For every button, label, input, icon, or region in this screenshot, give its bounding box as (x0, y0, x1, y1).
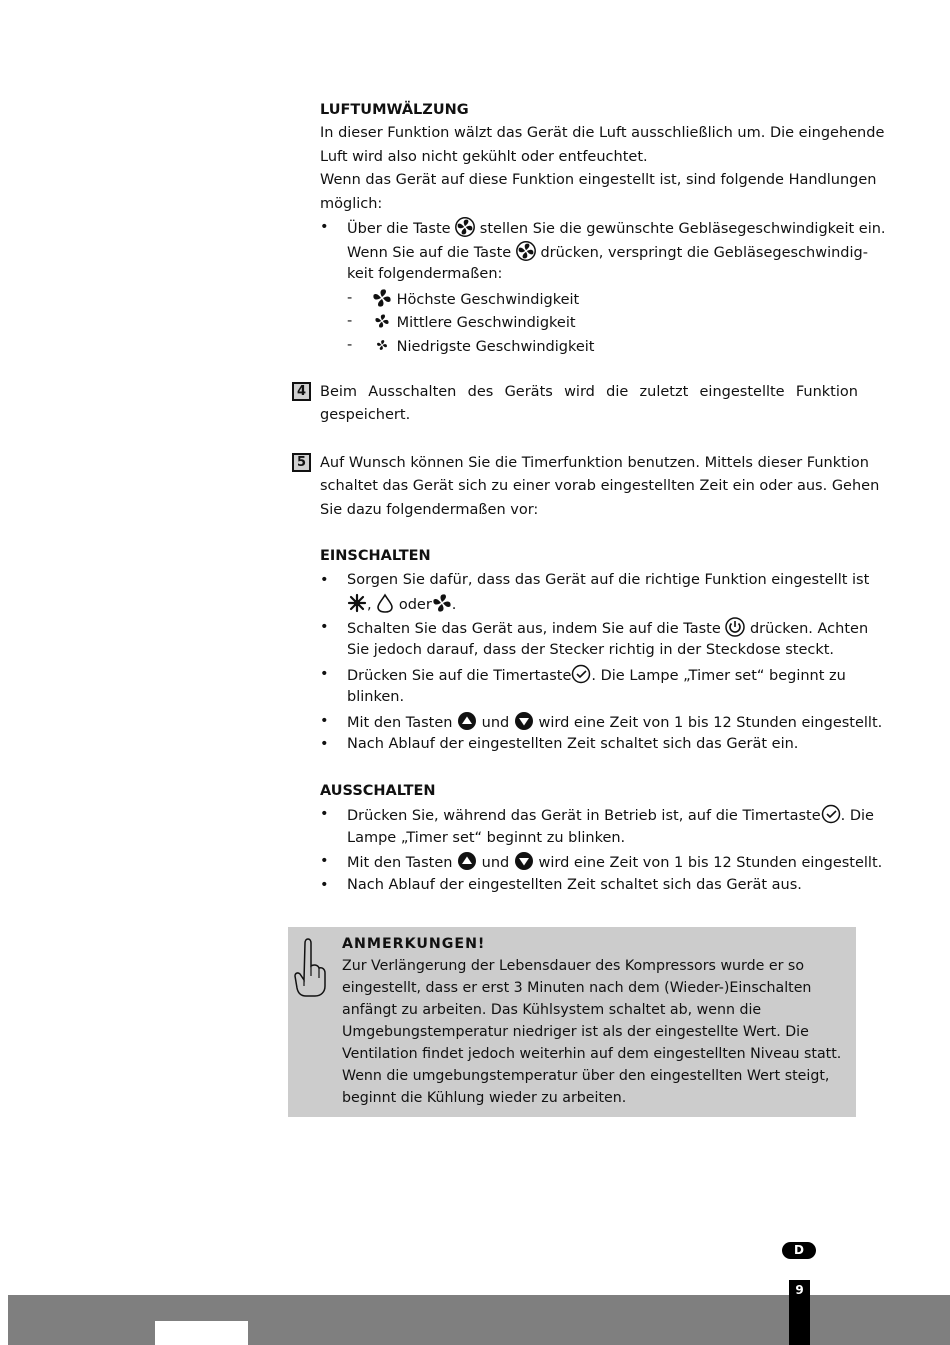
page-number: 9 (789, 1280, 810, 1345)
fan-icon (432, 593, 452, 613)
step5-line: schaltet das Gerät sich zu einer vorab eingestellten Zeit ein oder aus. Gehen (320, 478, 880, 494)
arrow-up-icon (457, 711, 477, 731)
aus-bullet-3: Nach Ablauf der eingestellten Zeit schaltet sich das Gerät aus. (347, 877, 802, 893)
pointing-hand-icon (292, 936, 328, 1000)
ein-bullet-1-modes: , oder . (347, 593, 456, 615)
note-line: beginnt die Kühlung wieder zu arbeiten. (342, 1090, 627, 1106)
step4-line: gespeichert. (320, 407, 411, 423)
fan-low-icon (372, 335, 392, 355)
paragraph-line: Wenn das Gerät auf diese Funktion eingestellt ist, sind folgende Handlungen (320, 172, 877, 188)
heading-luftumwaelzung: LUFTUMWÄLZUNG (320, 102, 469, 118)
footer-white-block (155, 1321, 248, 1345)
step-number-5: 5 (292, 453, 311, 472)
step4-line: Beim Ausschalten des Geräts wird die zuletzt eingestellte Funktion (320, 384, 858, 400)
note-line: Wenn die umgebungstemperatur über den eingestellten Wert steigt, (342, 1068, 830, 1084)
ein-bullet-3: Drücken Sie auf die Timertaste . Die Lampe „Timer set“ beginnt zu (347, 664, 846, 686)
aus-bullet-1: Drücken Sie, während das Gerät in Betrieb ist, auf die Timertaste . Die (347, 804, 874, 826)
arrow-down-icon (514, 851, 534, 871)
speed-medium: Mittlere Geschwindigkeit (372, 311, 576, 333)
bullet-text-fan-button: Über die Taste stellen Sie die gewünschte Gebläsegeschwindigkeit ein. (347, 217, 886, 239)
timer-icon (821, 804, 841, 824)
ein-bullet-4: Mit den Tasten und wird eine Zeit von 1 bis 12 Stunden eingestellt. (347, 711, 882, 733)
ein-bullet-1: Sorgen Sie dafür, dass das Gerät auf die richtige Funktion eingestellt ist (347, 572, 870, 588)
aus-bullet-1-cont: Lampe „Timer set“ beginnt zu blinken. (347, 830, 626, 846)
ein-bullet-3-cont: blinken. (347, 689, 405, 705)
heading-ausschalten: AUSSCHALTEN (320, 783, 436, 799)
note-line: anfängt zu arbeiten. Das Kühlsystem schaltet ab, wenn die (342, 1002, 762, 1018)
aus-bullet-2: Mit den Tasten und wird eine Zeit von 1 bis 12 Stunden eingestellt. (347, 851, 882, 873)
step5-line: Auf Wunsch können Sie die Timerfunktion benutzen. Mittels dieser Funktion (320, 455, 869, 471)
snowflake-icon (347, 593, 367, 613)
note-line: eingestellt, dass er erst 3 Minuten nach dem (Wieder-)Einschalten (342, 980, 812, 996)
bullet-dot: • (320, 219, 329, 235)
power-icon (725, 617, 745, 637)
timer-icon (571, 664, 591, 684)
ein-bullet-2: Schalten Sie das Gerät aus, indem Sie auf die Taste drücken. Achten (347, 617, 868, 639)
step5-line: Sie dazu folgendermaßen vor: (320, 502, 539, 518)
language-badge: D (782, 1242, 816, 1259)
bullet-text-continuation: Wenn Sie auf die Taste drücken, verspringt die Gebläsegeschwindig- (347, 241, 868, 263)
bullet-text-continuation: keit folgendermaßen: (347, 266, 503, 282)
fan-high-icon (372, 288, 392, 308)
ein-bullet-5: Nach Ablauf der eingestellten Zeit schaltet sich das Gerät ein. (347, 736, 799, 752)
note-line: Ventilation findet jedoch weiterhin auf dem eingestellten Niveau statt. (342, 1046, 842, 1062)
speed-low: Niedrigste Geschwindigkeit (372, 335, 594, 357)
fan-medium-icon (372, 311, 392, 331)
note-line: Zur Verlängerung der Lebensdauer des Kompressors wurde er so (342, 958, 805, 974)
ein-bullet-2-cont: Sie jedoch darauf, dass der Stecker richtig in der Steckdose steckt. (347, 642, 835, 658)
heading-einschalten: EINSCHALTEN (320, 548, 431, 564)
arrow-up-icon (457, 851, 477, 871)
paragraph-line: möglich: (320, 196, 383, 212)
paragraph-line: In dieser Funktion wälzt das Gerät die Luft ausschließlich um. Die eingehende (320, 125, 885, 141)
note-line: Umgebungstemperatur niedriger ist als der eingestellte Wert. Die (342, 1024, 809, 1040)
fan-button-icon (455, 217, 475, 237)
paragraph-line: Luft wird also nicht gekühlt oder entfeuchtet. (320, 149, 648, 165)
step-number-4: 4 (292, 382, 311, 401)
arrow-down-icon (514, 711, 534, 731)
speed-high: Höchste Geschwindigkeit (372, 288, 579, 310)
note-heading: ANMERKUNGEN! (342, 936, 486, 952)
fan-button-icon (516, 241, 536, 261)
drop-icon (376, 593, 394, 613)
